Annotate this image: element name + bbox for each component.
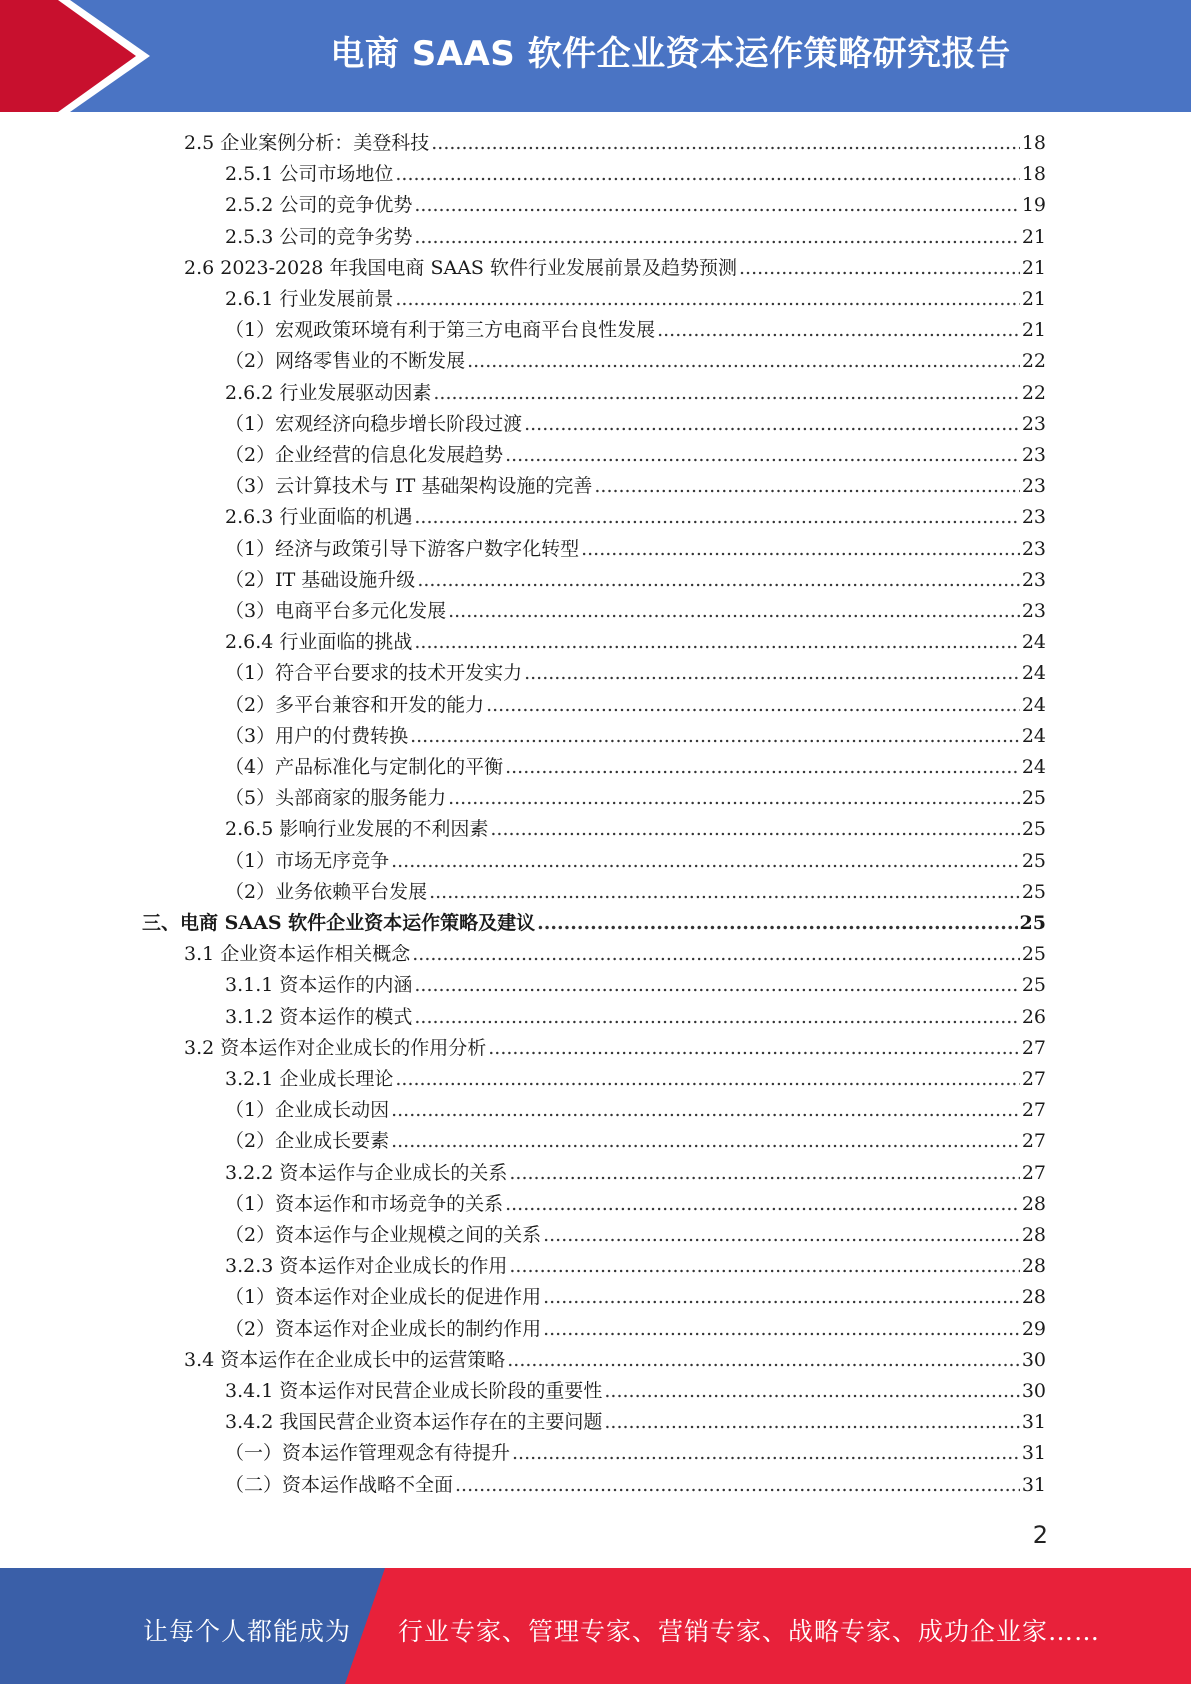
toc-entry-page: 28 [1021,1224,1046,1246]
toc-entry-page: 22 [1021,381,1046,404]
toc-entry[interactable] [225,1282,1046,1313]
toc-entry-page: 22 [1021,350,1046,373]
toc-entry-page: 27 [1021,1161,1046,1184]
toc-leader-dots [657,315,1020,346]
toc-entry[interactable] [225,315,1046,346]
toc-entry-label: 2.6.5 影响行业发展的不利因素 [225,818,489,841]
toc-entry-label: （2）企业成长要素 [225,1130,390,1153]
toc-entry-label: 2.6.3 行业面临的机遇 [225,506,413,529]
toc-entry[interactable] [225,409,1046,440]
toc-entry-label: 2.6.4 行业面临的挑战 [225,631,413,654]
toc-entry[interactable] [225,471,1046,502]
toc-entry-page: 24 [1021,631,1046,654]
toc-entry-label: （2）网络零售业的不断发展 [225,350,466,373]
toc-entry-label: （一）资本运作管理观念有待提升 [225,1442,511,1465]
toc-leader-dots [505,752,1020,783]
toc-entry-page: 18 [1021,132,1046,154]
toc-leader-dots [391,1126,1020,1157]
toc-entry[interactable] [225,222,1046,253]
toc-leader-dots [594,471,1019,502]
toc-entry-page: 28 [1021,1192,1046,1215]
toc-entry-label: （1）资本运作对企业成长的促进作用 [225,1286,542,1309]
toc-entry-label: 2.6.1 行业发展前景 [225,288,394,310]
toc-leader-dots [604,1407,1019,1438]
toc-entry[interactable] [225,1407,1046,1438]
toc-leader-dots [524,409,1020,440]
toc-entry-label: （2）业务依赖平台发展 [225,880,428,903]
footer-slogan-right: 行业专家、管理专家、营销专家、战略专家、成功企业家…… [398,1617,1101,1646]
toc-entry[interactable] [225,752,1046,783]
toc-entry[interactable] [225,1095,1046,1126]
toc-entry-page: 25 [1019,912,1046,934]
toc-entry[interactable] [225,190,1046,221]
toc-leader-dots [414,970,1019,1001]
toc-entry-label: 3.2.3 资本运作对企业成长的作用 [225,1255,508,1278]
toc-entry-page: 23 [1021,506,1046,529]
toc-entry-label: 3.2 资本运作对企业成长的作用分析 [184,1036,487,1059]
toc-leader-dots [467,346,1020,377]
toc-entry-page: 25 [1021,818,1046,841]
toc-leader-dots [739,253,1020,284]
toc-entry[interactable] [225,378,1046,409]
toc-entry[interactable] [225,1314,1046,1345]
toc-leader-dots [395,159,1019,190]
toc-leader-dots [543,1314,1020,1345]
toc-entry-label: （4）产品标准化与定制化的平衡 [225,756,504,778]
toc-entry[interactable] [225,1158,1046,1189]
toc-entry-page: 24 [1021,756,1046,778]
toc-entry[interactable] [184,128,1046,159]
toc-entry-page: 23 [1021,444,1046,466]
toc-entry[interactable] [225,1126,1046,1157]
toc-entry-label: 3.4.1 资本运作对民营企业成长阶段的重要性 [225,1380,603,1402]
toc-entry[interactable] [184,253,1046,284]
toc-entry-page: 19 [1021,194,1046,217]
toc-entry-page: 31 [1021,1473,1046,1496]
toc-entry-page: 25 [1021,880,1046,903]
toc-entry-label: 3.1.2 资本运作的模式 [225,1005,413,1028]
toc-leader-dots [490,814,1019,845]
toc-entry[interactable] [225,1470,1046,1501]
toc-entry-page: 23 [1021,475,1046,498]
toc-leader-dots [414,222,1019,253]
toc-entry-page: 27 [1021,1068,1046,1090]
toc-leader-dots [414,1002,1019,1033]
toc-entry-page: 27 [1021,1036,1046,1059]
toc-entry-label: 3.2.2 资本运作与企业成长的关系 [225,1161,508,1184]
toc-entry[interactable] [225,1438,1046,1469]
toc-entry[interactable] [184,939,1046,970]
toc-entry-page: 30 [1021,1380,1046,1402]
toc-leader-dots [524,658,1020,689]
toc-entry[interactable] [225,627,1046,658]
toc-entry[interactable] [225,534,1046,565]
toc-leader-dots [505,1189,1020,1220]
toc-entry-label: （1）符合平台要求的技术开发实力 [225,662,523,685]
toc-entry[interactable] [225,690,1046,721]
toc-entry-page: 27 [1021,1130,1046,1153]
toc-leader-dots [414,627,1019,658]
toc-entry-label: （2）多平台兼容和开发的能力 [225,693,485,716]
toc-entry-page: 24 [1021,693,1046,716]
page-header [0,0,1191,112]
toc-entry[interactable] [225,284,1046,315]
toc-leader-dots [543,1282,1020,1313]
toc-entry-label: （二）资本运作战略不全面 [225,1473,454,1496]
toc-entry-label: 2.6 2023-2028 年我国电商 SAAS 软件行业发展前景及趋势预测 [184,256,737,279]
toc-entry[interactable] [225,658,1046,689]
toc-entry-page: 26 [1021,1005,1046,1028]
toc-entry-label: 2.5.3 公司的竞争劣势 [225,225,413,248]
toc-entry-label: （3）云计算技术与 IT 基础架构设施的完善 [225,475,593,498]
toc-entry[interactable] [225,814,1046,845]
toc-leader-dots [507,1345,1020,1376]
report-title: 电商 SAAS 软件企业资本运作策略研究报告 [330,34,1011,74]
toc-entry-page: 21 [1021,225,1046,248]
toc-entry-page: 18 [1021,163,1046,186]
toc-entry-page: 24 [1021,724,1046,747]
toc-entry-page: 25 [1021,849,1046,872]
toc-entry-label: （1）市场无序竞争 [225,849,390,872]
footer-slogan-left: 让每个人都能成为 [143,1617,352,1646]
toc-leader-dots [512,1438,1020,1469]
toc-leader-dots [488,1033,1020,1064]
page-number: 2 [1032,1521,1048,1549]
toc-entry-page: 29 [1021,1317,1046,1340]
toc-entry[interactable] [225,846,1046,877]
toc-entry-label: （2）资本运作对企业成长的制约作用 [225,1317,542,1340]
toc-leader-dots [395,284,1019,315]
toc-entry-page: 25 [1021,943,1046,966]
toc-entry[interactable] [225,1002,1046,1033]
toc-entry-label: （3）用户的付费转换 [225,724,409,747]
toc-entry-label: 2.5.1 公司市场地位 [225,163,394,186]
toc-entry-label: 2.5 企业案例分析：美登科技 [184,132,430,154]
toc-entry-page: 27 [1021,1099,1046,1122]
toc-leader-dots [391,846,1020,877]
toc-entry[interactable] [225,346,1046,377]
toc-entry-page: 28 [1021,1255,1046,1278]
toc-entry-label: （1）企业成长动因 [225,1099,390,1122]
toc-leader-dots [417,565,1020,596]
toc-entry[interactable] [184,1033,1046,1064]
toc-leader-dots [505,440,1020,471]
toc-entry-label: 2.6.2 行业发展驱动因素 [225,381,432,404]
toc-entry-page: 23 [1021,568,1046,591]
toc-entry-page: 30 [1021,1348,1046,1371]
toc-entry-page: 21 [1021,256,1046,279]
toc-entry[interactable] [225,1376,1046,1407]
toc-entry-label: 3.4.2 我国民营企业资本运作存在的主要问题 [225,1411,603,1434]
toc-entry[interactable] [225,1064,1046,1095]
toc-leader-dots [509,1251,1019,1282]
toc-entry-label: 3.1.1 资本运作的内涵 [225,974,413,997]
toc-entry[interactable] [225,1220,1046,1251]
toc-leader-dots [433,378,1019,409]
toc-entry[interactable] [184,1345,1046,1376]
toc-leader-dots [391,1095,1020,1126]
toc-leader-dots [604,1376,1019,1407]
toc-leader-dots [537,908,1017,939]
toc-leader-dots [448,783,1020,814]
toc-leader-dots [410,721,1020,752]
toc-leader-dots [414,190,1019,221]
page-footer [0,1568,1191,1684]
toc-entry[interactable] [142,908,1046,939]
toc-entry[interactable] [225,440,1046,471]
toc-entry-page: 23 [1021,537,1046,560]
toc-leader-dots [412,939,1020,970]
toc-entry[interactable] [225,1189,1046,1220]
toc-entry-label: （2）资本运作与企业规模之间的关系 [225,1224,542,1246]
toc-leader-dots [509,1158,1019,1189]
toc-entry-page: 31 [1021,1442,1046,1465]
toc-leader-dots [581,534,1020,565]
toc-leader-dots [414,502,1019,533]
toc-entry[interactable] [225,970,1046,1001]
toc-leader-dots [448,596,1020,627]
toc-leader-dots [455,1470,1020,1501]
toc-entry-label: （3）电商平台多元化发展 [225,600,447,622]
toc-entry-label: （5）头部商家的服务能力 [225,787,447,810]
toc-entry[interactable] [225,565,1046,596]
toc-leader-dots [431,128,1020,159]
toc-entry-page: 21 [1021,288,1046,310]
toc-entry-label: 3.4 资本运作在企业成长中的运营策略 [184,1348,506,1371]
toc-entry[interactable] [225,159,1046,190]
toc-entry-page: 24 [1021,662,1046,685]
toc-leader-dots [429,877,1020,908]
toc-entry-page: 23 [1021,412,1046,435]
toc-entry-page: 25 [1021,787,1046,810]
toc-leader-dots [543,1220,1020,1251]
toc-entry-label: （2）IT 基础设施升级 [225,568,416,591]
toc-entry-label: （1）宏观政策环境有利于第三方电商平台良性发展 [225,319,656,342]
toc-entry[interactable] [225,1251,1046,1282]
toc-entry-page: 31 [1021,1411,1046,1434]
toc-entry-label: 3.2.1 企业成长理论 [225,1068,394,1090]
toc-entry-label: （1）经济与政策引导下游客户数字化转型 [225,537,580,560]
toc-entry[interactable] [225,877,1046,908]
toc-entry-label: （2）企业经营的信息化发展趋势 [225,444,504,466]
toc-entry-label: 3.1 企业资本运作相关概念 [184,943,411,966]
toc-entry[interactable] [225,721,1046,752]
toc-entry-page: 25 [1021,974,1046,997]
toc-leader-dots [395,1064,1019,1095]
toc-entry-label: （1）宏观经济向稳步增长阶段过渡 [225,412,523,435]
toc-entry[interactable] [225,596,1046,627]
toc-entry-page: 28 [1021,1286,1046,1309]
header-chevron-icon [0,0,160,112]
toc-entry-label: 2.5.2 公司的竞争优势 [225,194,413,217]
toc-entry-page: 23 [1021,600,1046,622]
toc-leader-dots [486,690,1020,721]
toc-entry[interactable] [225,783,1046,814]
toc-entry-label: （1）资本运作和市场竞争的关系 [225,1192,504,1215]
toc-entry[interactable] [225,502,1046,533]
toc-entry-page: 21 [1021,319,1046,342]
toc-entry-label: 三、电商 SAAS 软件企业资本运作策略及建议 [142,912,536,934]
